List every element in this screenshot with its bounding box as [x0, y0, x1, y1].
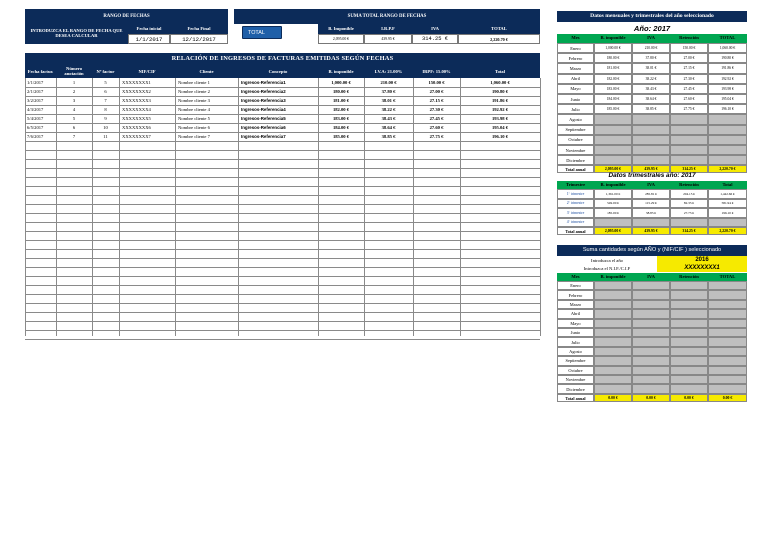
monthly-header-mes: Mes — [557, 34, 594, 43]
monthly-cell: 190.80 € — [708, 53, 747, 63]
quarterly-cell — [670, 218, 708, 228]
monthly-cell — [594, 114, 632, 124]
client-value-cell — [632, 347, 670, 356]
client-month-label: Julio — [557, 337, 594, 346]
cell-fecha[interactable]: 7/6/2017 — [27, 134, 44, 139]
cell-cliente[interactable]: Nombre cliente 4 — [178, 107, 210, 112]
cell-iva[interactable]: 38.01 € — [381, 98, 396, 103]
client-value-cell — [670, 337, 708, 346]
client-month-label: Abril — [557, 309, 594, 318]
client-month-label: Febrero — [557, 290, 594, 299]
client-header-total: TOTAL — [708, 273, 747, 281]
header-concepto: Concepto — [268, 68, 288, 74]
monthly-cell: 183.00 € — [594, 84, 632, 94]
monthly-cell — [632, 145, 670, 155]
cell-concepto[interactable]: Ingresos-Referencia6 — [241, 125, 286, 130]
header-iva: I.V.A: 21.00% — [374, 68, 403, 74]
sum-header-bimponible: B. Imponible — [318, 24, 364, 34]
cell-concepto[interactable]: Ingresos-Referencia3 — [241, 98, 286, 103]
cell-total[interactable]: 190.80 € — [491, 89, 509, 94]
client-value-cell — [708, 384, 747, 393]
cell-num-factura[interactable]: 6 — [104, 89, 107, 94]
monthly-cell — [670, 125, 708, 135]
cell-fecha[interactable]: 6/5/2017 — [27, 125, 44, 130]
monthly-cell: 210.00 € — [632, 43, 670, 53]
cell-anotacion[interactable]: 7 — [72, 134, 76, 139]
monthly-cell: Septiembre — [557, 125, 594, 135]
client-value-cell — [632, 309, 670, 318]
cell-concepto[interactable]: Ingresos-Referencia5 — [241, 116, 286, 121]
client-value-cell — [708, 337, 747, 346]
total-button[interactable] — [242, 26, 282, 39]
cell-fecha[interactable]: 4/3/2017 — [27, 107, 44, 112]
header-irpf: IRPF: 15.00% — [422, 68, 451, 74]
sum-value-irpf: 439.95 € — [364, 34, 412, 44]
quarterly-header-trimestre: Trimestre — [557, 181, 594, 189]
monthly-cell: 184.00 € — [594, 94, 632, 104]
monthly-total-value: 439.95 € — [632, 165, 670, 173]
monthly-total-label: Total anual — [557, 165, 594, 173]
cell-concepto[interactable]: Ingresos-Referencia7 — [241, 134, 286, 139]
cell-fecha[interactable]: 2/1/2017 — [27, 89, 44, 94]
client-value-cell — [632, 328, 670, 337]
client-month-label: Agosto — [557, 347, 594, 356]
monthly-cell — [670, 145, 708, 155]
quarterly-cell — [632, 218, 670, 228]
monthly-cell: Julio — [557, 104, 594, 114]
cell-irpf[interactable]: 27.00 € — [429, 89, 444, 94]
monthly-total-value: 2,095.00 € — [594, 165, 632, 173]
client-total-value: 0.00 € — [670, 394, 708, 402]
cell-nif[interactable]: XXXXXXXX2 — [122, 89, 151, 94]
suma-total-title: SUMA TOTAL RANGO DE FECHAS — [234, 9, 540, 24]
quarterly-cell: 2º trimestre — [557, 199, 594, 209]
main-header-row — [25, 66, 540, 78]
quarterly-header-iva: IVA — [632, 181, 670, 189]
monthly-header-row — [557, 34, 747, 43]
cell-cliente[interactable]: Nombre cliente 3 — [178, 98, 210, 103]
quarterly-cell — [594, 218, 632, 228]
client-value-cell — [594, 356, 632, 365]
monthly-cell — [632, 135, 670, 145]
sum-value-iva: 314.25 € — [412, 34, 458, 44]
client-value-cell — [708, 300, 747, 309]
monthly-cell: 191.86 € — [708, 63, 747, 73]
header-nif-cif: NIF/CIF — [138, 68, 156, 74]
cell-iva[interactable]: 38.22 € — [381, 107, 396, 112]
client-value-cell — [594, 328, 632, 337]
quarterly-total-label: Total anual — [557, 227, 594, 235]
cell-irpf[interactable]: 27.15 € — [429, 98, 444, 103]
client-value-cell — [594, 337, 632, 346]
cell-fecha[interactable]: 1/1/2017 — [27, 80, 44, 85]
cell-anotacion[interactable]: 3 — [72, 98, 76, 103]
header-num-factura: Nº factur — [96, 68, 115, 74]
client-value-cell — [632, 366, 670, 375]
header-cliente: Cliente — [199, 68, 214, 74]
client-value-cell — [594, 309, 632, 318]
quarterly-title: Datos trimestrales año: 2017 — [608, 172, 696, 179]
cell-nif[interactable]: XXXXXXXX3 — [122, 98, 151, 103]
quarterly-total-value: 2,095.00 € — [594, 227, 632, 235]
cell-nif[interactable]: XXXXXXXX7 — [122, 134, 151, 139]
cell-irpf[interactable]: 27.75 € — [429, 134, 444, 139]
cell-bimponible[interactable]: 1,000.00 € — [331, 80, 351, 85]
monthly-title: Datos mensuales y trimestrales del año seleccionado — [557, 11, 747, 22]
cell-cliente[interactable]: Nombre cliente 2 — [178, 89, 210, 94]
monthly-cell: Junio — [557, 94, 594, 104]
monthly-cell: Abril — [557, 74, 594, 84]
monthly-cell: 195.04 € — [708, 94, 747, 104]
quarterly-cell: 38.85 € — [632, 208, 670, 218]
monthly-total-value: 314.25 € — [670, 165, 708, 173]
client-value-cell — [594, 375, 632, 384]
monthly-cell: 150.00 € — [670, 43, 708, 53]
quarterly-cell: 581.94 € — [708, 199, 747, 209]
cell-anotacion[interactable]: 2 — [72, 89, 76, 94]
cell-total[interactable]: 1,060.00 € — [490, 80, 510, 85]
monthly-cell — [594, 135, 632, 145]
client-value-cell — [670, 375, 708, 384]
cell-nif[interactable]: XXXXXXXX4 — [122, 107, 151, 112]
client-month-label: Junio — [557, 328, 594, 337]
cell-total[interactable]: 195.04 € — [491, 125, 509, 130]
monthly-header-iva: IVA — [632, 34, 670, 43]
instruction-text: INTRODUZCA EL RANGO DE FECHA QUE DESEA CALCULAR — [25, 24, 128, 44]
cell-num-factura[interactable]: 11 — [103, 134, 108, 139]
client-value-cell — [670, 347, 708, 356]
monthly-header-retencion: Retención — [670, 34, 708, 43]
cell-irpf[interactable]: 27.60 € — [429, 125, 444, 130]
cell-iva[interactable]: 37.80 € — [381, 89, 396, 94]
grid-row-line — [25, 330, 540, 340]
monthly-cell: 27.60 € — [670, 94, 708, 104]
client-value-cell — [708, 375, 747, 384]
client-value-cell — [594, 384, 632, 393]
cell-cliente[interactable]: Nombre cliente 5 — [178, 116, 210, 121]
client-value-cell — [632, 300, 670, 309]
client-value-cell — [594, 300, 632, 309]
cell-cliente[interactable]: Nombre cliente 6 — [178, 125, 210, 130]
cell-bimponible[interactable]: 183.00 € — [332, 116, 350, 121]
monthly-cell — [594, 145, 632, 155]
rango-fechas-title: RANGO DE FECHAS — [25, 9, 228, 24]
monthly-cell: Agosto — [557, 114, 594, 124]
monthly-cell: 193.98 € — [708, 84, 747, 94]
client-month-label: Mayo — [557, 319, 594, 328]
client-value-cell — [670, 319, 708, 328]
quarterly-header-bimponible: B. imponible — [594, 181, 632, 189]
monthly-cell: Febrero — [557, 53, 594, 63]
monthly-cell — [670, 114, 708, 124]
client-value-cell — [708, 290, 747, 299]
cell-anotacion[interactable]: 1 — [72, 80, 76, 85]
monthly-cell — [708, 145, 747, 155]
client-value-cell — [632, 290, 670, 299]
quarterly-total-value: 439.95 € — [632, 227, 670, 235]
quarterly-total-value: 314.25 € — [670, 227, 708, 235]
cell-nif[interactable]: XXXXXXXX1 — [122, 80, 151, 85]
client-value-cell — [708, 309, 747, 318]
cell-anotacion[interactable]: 4 — [72, 107, 76, 112]
cell-cliente[interactable]: Nombre cliente 1 — [178, 80, 210, 85]
cell-anotacion[interactable]: 5 — [72, 116, 76, 121]
quarterly-cell: 204.15 € — [670, 189, 708, 199]
client-month-label: Enero — [557, 281, 594, 290]
client-value-cell — [670, 384, 708, 393]
client-value-cell — [594, 347, 632, 356]
client-value-cell — [594, 319, 632, 328]
cell-bimponible[interactable]: 184.00 € — [332, 125, 350, 130]
monthly-cell — [594, 155, 632, 165]
cell-iva[interactable]: 38.43 € — [381, 116, 396, 121]
quarterly-cell: 196.10 € — [708, 208, 747, 218]
quarterly-cell — [708, 218, 747, 228]
cell-total[interactable]: 191.86 € — [491, 98, 509, 103]
monthly-cell: 27.30 € — [670, 74, 708, 84]
client-title: Suma cantidades según AÑO y (NIF/CIF ) seleccionado — [557, 245, 747, 256]
cell-irpf[interactable]: 150.00 € — [428, 80, 445, 85]
monthly-cell: Diciembre — [557, 155, 594, 165]
monthly-cell: Noviembre — [557, 145, 594, 155]
client-value-cell — [670, 366, 708, 375]
monthly-cell: Marzo — [557, 63, 594, 73]
cell-iva[interactable]: 210.00 € — [380, 80, 397, 85]
client-value-cell — [594, 366, 632, 375]
monthly-cell — [708, 125, 747, 135]
cell-irpf[interactable]: 27.45 € — [429, 116, 444, 121]
client-value-cell — [594, 290, 632, 299]
monthly-cell — [632, 155, 670, 165]
monthly-cell: 185.00 € — [594, 104, 632, 114]
client-value-cell — [670, 300, 708, 309]
header-base-imponible: B. imponible — [328, 68, 354, 74]
quarterly-cell: 549.00 € — [594, 199, 632, 209]
fecha-final-input[interactable]: 12/12/2017 — [170, 34, 228, 44]
cell-total[interactable]: 196.10 € — [491, 134, 509, 139]
quarterly-cell: 82.35 € — [670, 199, 708, 209]
monthly-cell: 38.22 € — [632, 74, 670, 84]
monthly-cell: 181.00 € — [594, 63, 632, 73]
cell-num-factura[interactable]: 8 — [104, 107, 107, 112]
cell-bimponible[interactable]: 180.00 € — [332, 89, 350, 94]
cell-concepto[interactable]: Ingresos-Referencia2 — [241, 89, 286, 94]
cell-fecha[interactable]: 3/2/2017 — [27, 98, 44, 103]
quarterly-total-value: 2,220.70 € — [708, 227, 747, 235]
client-value-cell — [632, 319, 670, 328]
monthly-cell: Enero — [557, 43, 594, 53]
quarterly-header-total: Total — [708, 181, 747, 189]
monthly-cell: Mayo — [557, 84, 594, 94]
quarterly-cell: 285.81 € — [632, 189, 670, 199]
monthly-cell: 182.00 € — [594, 74, 632, 84]
cell-bimponible[interactable]: 185.00 € — [332, 134, 350, 139]
monthly-cell — [632, 125, 670, 135]
quarterly-cell: 3º trimestre — [557, 208, 594, 218]
total-button-label: TOTAL — [248, 29, 265, 36]
client-value-cell — [632, 375, 670, 384]
quarterly-cell: 27.75 € — [670, 208, 708, 218]
monthly-cell — [708, 155, 747, 165]
sum-header-total: TOTAL — [458, 24, 540, 34]
client-value-cell — [670, 328, 708, 337]
client-header-mes: Mes — [557, 273, 594, 281]
client-year-input[interactable]: 2016 — [657, 256, 747, 264]
cell-concepto[interactable]: Ingresos-Referencia1 — [241, 80, 286, 85]
monthly-cell: 38.64 € — [632, 94, 670, 104]
client-value-cell — [670, 356, 708, 365]
client-month-label: Septiembre — [557, 356, 594, 365]
monthly-cell: 27.00 € — [670, 53, 708, 63]
header-total: Total — [494, 68, 506, 74]
monthly-cell — [708, 114, 747, 124]
monthly-year-label: Año: 2017 — [633, 23, 671, 33]
cell-bimponible[interactable]: 182.00 € — [332, 107, 350, 112]
cell-bimponible[interactable]: 181.00 € — [332, 98, 350, 103]
client-value-cell — [708, 328, 747, 337]
header-fecha-factura: Fecha factur. — [27, 68, 54, 74]
monthly-cell: 180.00 € — [594, 53, 632, 63]
client-value-cell — [708, 281, 747, 290]
monthly-cell: 38.01 € — [632, 63, 670, 73]
monthly-cell: 37.80 € — [632, 53, 670, 63]
monthly-cell: 27.15 € — [670, 63, 708, 73]
client-total-label: Total anual — [557, 394, 594, 402]
cell-num-factura[interactable]: 7 — [104, 98, 107, 103]
client-month-label: Noviembre — [557, 375, 594, 384]
cell-iva[interactable]: 38.64 € — [381, 125, 396, 130]
client-value-cell — [708, 366, 747, 375]
client-total-value: 0.00 € — [632, 394, 670, 402]
client-value-cell — [594, 281, 632, 290]
quarterly-cell: 185.00 € — [594, 208, 632, 218]
client-header-bimponible: B. imponible — [594, 273, 632, 281]
monthly-cell: 1,060.00 € — [708, 43, 747, 53]
client-value-cell — [670, 281, 708, 290]
client-month-label: Octubre — [557, 366, 594, 375]
client-month-label: Marzo — [557, 300, 594, 309]
monthly-cell: 192.92 € — [708, 74, 747, 84]
monthly-cell — [632, 114, 670, 124]
client-value-cell — [632, 384, 670, 393]
quarterly-header-retencion: Retención — [670, 181, 708, 189]
monthly-cell — [594, 125, 632, 135]
quarterly-header-row — [557, 181, 747, 189]
quarterly-cell: 115.29 € — [632, 199, 670, 209]
client-total-value: 0.00 € — [708, 394, 747, 402]
fecha-inicial-input[interactable]: 1/1/2017 — [128, 34, 170, 44]
grid-column-line — [540, 78, 541, 336]
monthly-header-total: TOTAL — [708, 34, 747, 43]
cell-total[interactable]: 193.98 € — [491, 116, 509, 121]
client-year-label: Introduzca el año — [591, 257, 623, 263]
client-total-value: 0.00 € — [594, 394, 632, 402]
client-value-cell — [708, 347, 747, 356]
cell-anotacion[interactable]: 6 — [72, 125, 76, 130]
client-nif-input[interactable]: XXXXXXXX1 — [657, 264, 747, 272]
quarterly-cell: 1,361.00 € — [594, 189, 632, 199]
cell-irpf[interactable]: 27.30 € — [429, 107, 444, 112]
cell-cliente[interactable]: Nombre cliente 7 — [178, 134, 210, 139]
client-nif-label: Introduzca el N.I.F./C.I.F — [583, 265, 631, 271]
monthly-total-value: 2,220.70 € — [708, 165, 747, 173]
monthly-cell: 38.43 € — [632, 84, 670, 94]
monthly-cell: 27.75 € — [670, 104, 708, 114]
cell-iva[interactable]: 38.85 € — [381, 134, 396, 139]
monthly-cell — [708, 135, 747, 145]
monthly-cell — [670, 155, 708, 165]
cell-total[interactable]: 192.92 € — [491, 107, 509, 112]
monthly-cell: 38.85 € — [632, 104, 670, 114]
sum-value-total: 2,220.70 € — [458, 34, 540, 44]
cell-nif[interactable]: XXXXXXXX5 — [122, 116, 151, 121]
header-numero-anotacion: Número anotación — [64, 66, 84, 76]
quarterly-cell: 4º trimestre — [557, 218, 594, 228]
monthly-header-bimponible: B. imponible — [594, 34, 632, 43]
client-value-cell — [632, 281, 670, 290]
client-value-cell — [708, 356, 747, 365]
client-value-cell — [632, 356, 670, 365]
monthly-cell: Octubre — [557, 135, 594, 145]
client-value-cell — [708, 319, 747, 328]
sum-header-iva: IVA — [412, 24, 458, 34]
client-header-row — [557, 273, 747, 281]
monthly-cell: 196.10 € — [708, 104, 747, 114]
cell-num-factura[interactable]: 10 — [103, 125, 108, 130]
monthly-cell: 1,000.00 € — [594, 43, 632, 53]
cell-num-factura[interactable]: 9 — [104, 116, 107, 121]
monthly-cell — [670, 135, 708, 145]
fecha-final-label: Fecha Final — [170, 24, 228, 34]
sum-value-bimponible: 2,095.00 € — [318, 34, 364, 44]
quarterly-cell: 1º trimestre — [557, 189, 594, 199]
client-value-cell — [670, 290, 708, 299]
client-month-label: Diciembre — [557, 384, 594, 393]
cell-nif[interactable]: XXXXXXXX6 — [122, 125, 151, 130]
cell-fecha[interactable]: 5/4/2017 — [27, 116, 44, 121]
quarterly-cell: 1,442.66 € — [708, 189, 747, 199]
main-title: RELACIÓN DE INGRESOS DE FACTURAS EMITIDAS SEGÚN FECHAS — [25, 53, 540, 66]
client-header-retencion: Retención — [670, 273, 708, 281]
sum-header-irpf: I.R.P.F — [364, 24, 412, 34]
client-value-cell — [632, 337, 670, 346]
client-value-cell — [670, 309, 708, 318]
cell-concepto[interactable]: Ingresos-Referencia4 — [241, 107, 286, 112]
fecha-inicial-label: Fecha inicial — [128, 24, 170, 34]
cell-num-factura[interactable]: 5 — [104, 80, 107, 85]
monthly-cell: 27.45 € — [670, 84, 708, 94]
client-header-iva: IVA — [632, 273, 670, 281]
